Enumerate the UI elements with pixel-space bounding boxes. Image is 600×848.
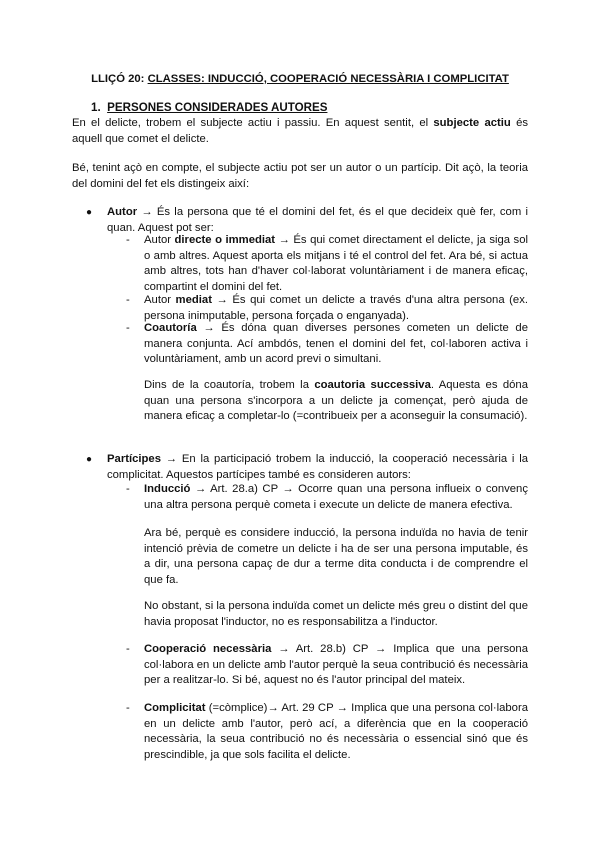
- bullet-icon: ●: [86, 454, 93, 465]
- induccio-extra-2: No obstant, si la persona induïda comet un delicte més greu o distint del que havia proposat l'inductor, no es responsabilitza a l'inductor.: [144, 600, 528, 628]
- coautoria-successiva-paragraph: Dins de la coautoría, trobem la coautoria successiva. Aquesta es dóna quan una persona s'incorpora a un delicte ja començat, però ajuda de manera eficaç a completar-lo (=contribueix per a aconseguir la consumació).: [144, 379, 528, 422]
- intro-paragraph-2: Bé, tenint açò en compte, el subjecte actiu pot ser un autor o un partícip. Dit açò, la teoria del domini del fet els distingeix així:: [72, 162, 528, 190]
- intro-paragraph-1: En el delicte, trobem el subjecte actiu i passiu. En aquest sentit, el subjecte actiu és aquell que comet el delicte.: [72, 117, 528, 145]
- section-heading: 1. PERSONES CONSIDERADES AUTORES: [91, 101, 328, 114]
- document-page: LLIÇÓ 20: CLASSES: INDUCCIÓ, COOPERACIÓ NECESSÀRIA I COMPLICITAT 1. PERSONES CONSIDERADES AUTORES En el delicte, trobem el subjecte actiu i passiu. En aquest sentit, el subjecte actiu és aquell que comet el delicte. Bé, tenint açò en compte, el subjecte actiu pot ser un autor o un partícip. Dit açò, la teoria del domini del fet els distingeix així: ● Autor → És la persona que té el domini del fet, és el que decideix què fer, com i quan. Aquest pot ser: - Autor directe o immediat → És qui comet directament el delicte, ja siga sol o amb altres. Aquest aporta els mitjans i té el control del fet. Ara bé, si actua amb altres, tots han d'haver col·laborat voluntàriament i de manera eficaç, compartint el domini del fet. - Autor mediat → És qui comet un delicte a través d'una altra persona (ex. persona inimputable, persona forçada o enganyada). - Coautoría → És dóna quan diverses persones cometen un delicte de manera conjunta. Ací ambdós, tenen el domini del fet, col·laboren activa i voluntàriament, amb un acord previ o simultani. Dins de la coautoría, trobem la coautoria successiva. Aquesta es dóna quan una persona s'incorpora a un delicte ja començat, però ajuda de manera eficaç a completar-lo (=contribueix per a aconseguir la consumació). ● Partícipes → En la participació trobem la inducció, la cooperació necessària i la complicitat. Aquestos partícipes també es consideren autors: - Inducció → Art. 28.a) CP → Ocorre quan una persona influeix o convenç una altra persona perquè cometa i execute un delicte de manera efectiva. Ara bé, perquè es considere inducció, la persona induïda no havia de tenir intenció prèvia de cometre un delicte i ha de ser una persona imputable, és a dir, una persona capaç de dur a terme dita conducta i de comprendre el que fa. No obstant, si la persona induïda comet un delicte més greu o distint del que havia proposat l'inductor, no es responsabilitza a l'inductor. - Cooperació necessària → Art. 28.b) CP → Implica que una persona col·labora en un delicte amb l'autor perquè la seua contribució és necessària per a realitzar-lo. Si bé, aquest no és l'autor principal del mateix. - Complicitat (=còmplice)→ Art. 29 CP → Implica que una persona col·labora en un delicte amb l'autor, però ací, a diferència que en la cooperació necessària, la seua contribució no és necessària o essencial sinó que és prescindible, ja que sols facilita el delicte.: [0, 0, 600, 848]
- lesson-title: LLIÇÓ 20: CLASSES: INDUCCIÓ, COOPERACIÓ NECESSÀRIA I COMPLICITAT: [91, 73, 509, 85]
- induccio-extra-1: Ara bé, perquè es considere inducció, la persona induïda no havia de tenir intenció prèvia de cometre un delicte i ha de ser una persona imputable, és a dir, una persona capaç de dur a terme dita conducta i de comprendre el que fa.: [144, 527, 528, 586]
- bullet-icon: ●: [86, 207, 93, 218]
